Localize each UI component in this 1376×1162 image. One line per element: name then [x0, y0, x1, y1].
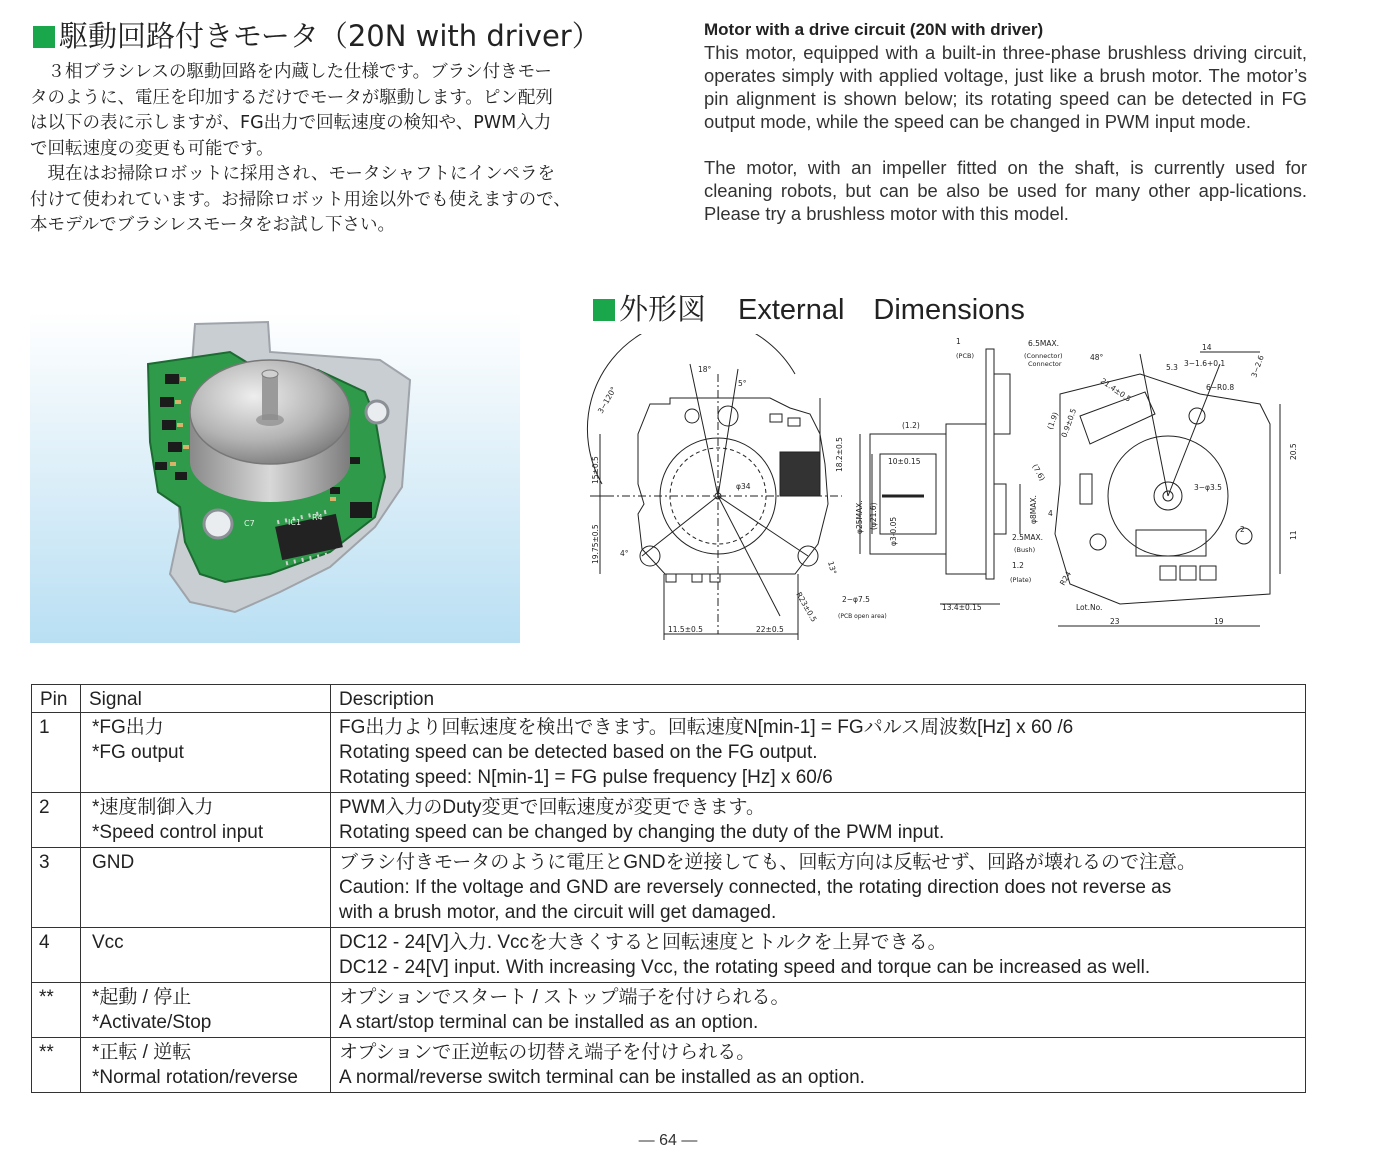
pcb-label-r4: R4 — [312, 513, 323, 522]
table-row — [32, 1038, 1306, 1093]
desc-line: PWM入力のDuty変更で回転速度が変更できます。 — [339, 797, 765, 818]
signal-jp: *起動 / 停止 — [92, 987, 192, 1008]
jp-line: ３相ブラシレスの駆動回路を内蔵した仕様です。ブラシ付きモー — [47, 62, 552, 82]
jp-description — [30, 60, 635, 239]
label-d8: φ8MAX. — [1029, 495, 1038, 524]
jp-line: で回転速度の変更も可能です。 — [30, 138, 274, 159]
dimensions-title-jp: 外形図 — [619, 292, 707, 326]
jp-line: 現在はお掃除ロボットに採用され、モータシャフトにインペラを — [47, 164, 555, 184]
description-cell — [331, 983, 1306, 1038]
pin-table — [31, 684, 1306, 1093]
description-cell — [331, 1038, 1306, 1093]
label-v15: 15±0.5 — [591, 456, 600, 484]
label-v2: 2 — [1240, 525, 1245, 534]
label-bush: (Bush) — [1014, 546, 1036, 554]
desc-line: ブラシ付きモータのように電圧とGNDを逆接しても、回転方向は反転せず、回路が壊れるので注意。 — [339, 852, 1196, 873]
label-a4: 4° — [620, 549, 629, 558]
label-p1: 1 — [956, 337, 961, 346]
table-row — [32, 713, 1306, 793]
signal-jp: *速度制御入力 — [92, 797, 214, 818]
signal-en: *Speed control input — [92, 822, 264, 843]
label-v23: 23 — [1110, 617, 1120, 626]
hole-top-left — [685, 409, 699, 423]
signal-cell — [81, 1038, 331, 1093]
table-row — [32, 983, 1306, 1038]
label-c76: (7.6) — [1030, 462, 1047, 483]
label-c12: (1.2) — [902, 421, 920, 430]
label-r24: R24 — [1057, 569, 1074, 587]
signal-jp: *FG出力 — [92, 717, 164, 738]
pcb-label-c7: C7 — [244, 519, 255, 528]
jp-title — [33, 14, 601, 55]
table-header-row — [32, 685, 1306, 713]
description-cell — [331, 713, 1306, 793]
table-row — [32, 848, 1306, 928]
label-pcb-open: (PCB open area) — [838, 613, 887, 620]
label-r08: 6−R0.8 — [1206, 383, 1235, 392]
label-c326: 3−2.6 — [1249, 354, 1266, 379]
label-conn2: Connector — [1028, 360, 1062, 368]
motor-shaft — [262, 374, 278, 420]
en-paragraph-2: The motor, with an impeller fitted on the shaft, is currently used for cleaning robots, but can be also be used for many other app-lications. Please try a brushless motor with this model. — [704, 157, 1307, 224]
label-hole: 2−φ7.5 — [842, 595, 870, 604]
label-v19: 19 — [1214, 617, 1224, 626]
label-c316: 3−1.6+0.1 — [1184, 359, 1226, 368]
jp-title-text: 駆動回路付きモータ（20N with driver） — [59, 19, 601, 53]
signal-cell — [81, 983, 331, 1038]
label-c25: 2.5MAX. — [1012, 533, 1044, 542]
label-conn: (Connector) — [1024, 352, 1063, 360]
label-pcb: (PCB) — [956, 352, 974, 360]
header-pin: Pin — [32, 685, 81, 713]
signal-en: *FG output — [92, 742, 184, 763]
label-h115: 11.5±0.5 — [668, 625, 703, 634]
green-square-icon — [593, 299, 615, 321]
label-d3: φ3-0.05 — [889, 516, 898, 546]
label-lot: Lot.No. — [1076, 603, 1103, 612]
description-cell — [331, 928, 1306, 983]
desc-line: オプションで正逆転の切替え端子を付けられる。 — [339, 1042, 756, 1063]
side-motor-body — [870, 434, 946, 554]
green-square-icon — [33, 26, 55, 48]
label-d34: φ34 — [736, 482, 751, 491]
pin-cell: 1 — [32, 713, 81, 793]
signal-en: GND — [92, 852, 135, 873]
label-c10: 10±0.15 — [888, 457, 921, 466]
signal-en: Vcc — [92, 932, 124, 953]
header-description: Description — [331, 685, 1306, 713]
label-v11: 11 — [1289, 530, 1298, 540]
mount-hole-right — [366, 401, 388, 423]
table-row — [32, 928, 1306, 983]
desc-line: Rotating speed can be detected based on the FG output. — [339, 742, 818, 763]
label-c134: 13.4±0.15 — [942, 603, 982, 612]
label-h22: 22±0.5 — [756, 625, 784, 634]
description-cell — [331, 793, 1306, 848]
en-description — [704, 41, 1307, 225]
jp-paragraph-1 — [30, 60, 635, 162]
desc-line: DC12 - 24[V]入力. Vccを大きくすると回転速度とトルクを上昇できる。 — [339, 932, 947, 953]
signal-en: *Normal rotation/reverse — [92, 1067, 298, 1088]
desc-line: DC12 - 24[V] input. With increasing Vcc, the rotating speed and torque can be increased as well. — [339, 957, 1151, 978]
pin-cell: 2 — [32, 793, 81, 848]
desc-line: FG出力より回転速度を検出できます。回転速度N[min-1] = FGパルス周波数[Hz] x 60 /6 — [339, 717, 1074, 738]
right-view-outline — [1055, 374, 1270, 604]
jp-line: タのように、電圧を印加するだけでモータが駆動します。ピン配列 — [30, 87, 553, 108]
label-v1975: 19.75±0.5 — [591, 524, 600, 564]
label-a18: 18° — [698, 365, 712, 374]
label-c65: 6.5MAX. — [1028, 339, 1060, 348]
signal-cell — [81, 713, 331, 793]
label-a5: 5° — [738, 379, 747, 388]
desc-line: オプションでスタート / ストップ端子を付けられる。 — [339, 987, 790, 1008]
jp-line: は以下の表に示しますが、FG出力で回転速度の検知や、PWM入力 — [30, 113, 552, 133]
mount-hole-left — [204, 510, 232, 538]
description-cell — [331, 848, 1306, 928]
jp-line: 付けて使われています。お掃除ロボット用途以外でも使えますので、 — [30, 189, 571, 210]
pin-cell: ** — [32, 983, 81, 1038]
desc-line: Caution: If the voltage and GND are reversely connected, the rotating direction does not reverse as — [339, 877, 1172, 898]
label-c09: 0.9±0.5 — [1059, 407, 1079, 439]
label-v205: 20.5 — [1289, 443, 1298, 460]
label-h35: 3−φ3.5 — [1194, 483, 1222, 492]
label-a48: 48° — [1090, 353, 1104, 362]
label-plate: (Plate) — [1010, 576, 1032, 584]
pin-cell: 4 — [32, 928, 81, 983]
en-heading: Motor with a drive circuit (20N with driver) — [704, 20, 1044, 39]
label-a120: 3−120° — [595, 385, 619, 415]
label-v14: 14 — [1202, 343, 1212, 352]
label-c12b: 1.2 — [1012, 561, 1024, 570]
signal-jp: *正転 / 逆転 — [92, 1042, 192, 1063]
label-v182: 18.2±0.5 — [835, 437, 844, 472]
dimensions-title — [593, 287, 1025, 328]
hole-top — [718, 406, 738, 426]
external-dimensions-drawing — [580, 334, 1310, 646]
en-paragraph-1: This motor, equipped with a built-in three-phase brushless driving circuit, operates simply with applied voltage, just like a brush motor. The motor’s pin alignment is shown below; its rotating speed can be detected in FG output mode, while the speed can be changed in PWM input mode. — [704, 42, 1307, 132]
signal-cell — [81, 793, 331, 848]
side-pcb — [986, 349, 994, 579]
desc-line: Rotating speed: N[min-1] = FG pulse frequency [Hz] x 60/6 — [339, 767, 833, 788]
pin-cell: 3 — [32, 848, 81, 928]
shaft-bearing — [256, 414, 284, 426]
signal-cell — [81, 848, 331, 928]
pcb-label-ic1: IC1 — [288, 518, 302, 527]
hole-bottom-left — [640, 546, 660, 566]
shaft-tip — [262, 370, 278, 378]
table-row — [32, 793, 1306, 848]
header-signal: Signal — [81, 685, 331, 713]
desc-line: Rotating speed can be changed by changing the duty of the PWM input. — [339, 822, 945, 843]
desc-line: with a brush motor, and the circuit will get damaged. — [339, 902, 777, 923]
pin-cell: ** — [32, 1038, 81, 1093]
signal-en: *Activate/Stop — [92, 1012, 212, 1033]
label-r214: 21.4±0.5 — [1098, 376, 1133, 404]
desc-line: A start/stop terminal can be installed as an option. — [339, 1012, 759, 1033]
signal-cell — [81, 928, 331, 983]
label-v53: 5.3 — [1166, 363, 1178, 372]
jp-paragraph-2 — [30, 162, 635, 239]
motor-photo — [30, 312, 520, 643]
label-r233: R23±0.5 — [794, 590, 819, 624]
jp-line: 本モデルでブラシレスモータをお試し下さい。 — [30, 215, 395, 235]
label-d25: φ25MAX. — [855, 500, 864, 534]
page-number: — 64 — — [638, 1132, 698, 1149]
label-a13: 13° — [826, 560, 839, 576]
label-d216: (φ21.6) — [869, 502, 878, 530]
desc-line: A normal/reverse switch terminal can be installed as an option. — [339, 1067, 865, 1088]
label-c19: (1.9) — [1045, 410, 1060, 431]
dimensions-title-en: External Dimensions — [738, 294, 1025, 326]
label-v4: 4 — [1048, 509, 1053, 518]
